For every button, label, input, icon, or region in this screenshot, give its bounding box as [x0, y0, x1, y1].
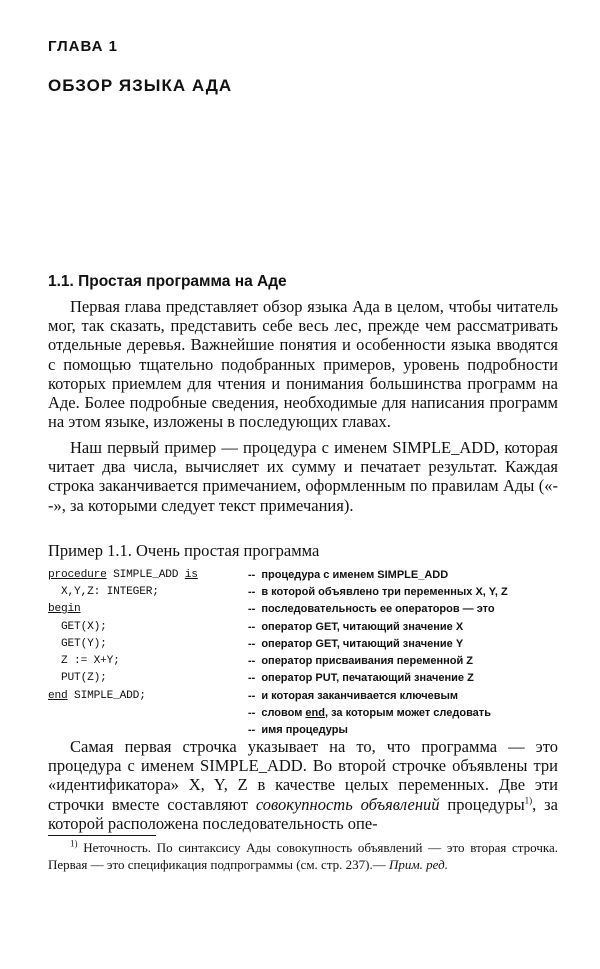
code-text: [48, 603, 248, 615]
code-line: [48, 583, 558, 600]
paragraph-explanation-text: Самая первая строчка указывает на то, что программа — это процедура с именем SIMPLE_ADD. Во второй строчке объявлены три «идентификатора» X, Y, Z в качестве целых переменных. Две эти строчки вместе составляют: [48, 737, 558, 814]
code-fragment: X,Y,Z: INTEGER;: [48, 585, 159, 598]
code-keyword: is: [184, 568, 198, 581]
comment-text: оператор GET, читающий значение X: [261, 620, 464, 633]
code-text: [48, 621, 248, 633]
code-comment: [248, 672, 474, 684]
paragraph-explanation: [48, 737, 558, 833]
comment-text: end: [305, 707, 325, 720]
code-line: [48, 704, 558, 721]
comment-text: процедура с именем SIMPLE_ADD: [261, 568, 449, 581]
code-text: [48, 672, 248, 684]
code-keyword: procedure: [48, 568, 107, 581]
code-fragment: Z := X+Y;: [48, 655, 120, 668]
footnote: [48, 840, 558, 873]
code-comment: [248, 621, 463, 633]
code-fragment: SIMPLE_ADD: [106, 568, 185, 581]
paragraph-explanation-text-2: процедуры: [439, 794, 525, 814]
chapter-label: ГЛАВА 1: [48, 38, 118, 55]
code-text: [48, 586, 248, 598]
code-text: [48, 690, 248, 702]
code-line: [48, 670, 558, 687]
comment-marker: --: [248, 672, 256, 685]
code-comment: [248, 603, 495, 615]
comment-text: в которой объявлено три переменных X, Y, Z: [261, 585, 508, 598]
code-comment: [248, 569, 448, 581]
code-comment: [248, 655, 473, 667]
comment-marker: --: [248, 724, 256, 737]
comment-marker: --: [248, 620, 256, 633]
comment-text: последовательность ее операторов — это: [261, 603, 495, 616]
emphasis-declarations: совокупность объявлений: [255, 794, 440, 814]
comment-marker: --: [248, 655, 256, 668]
code-text: [48, 638, 248, 650]
example-caption: Пример 1.1. Очень простая программа: [48, 541, 320, 560]
code-line: [48, 652, 558, 669]
comment-marker: --: [248, 603, 256, 616]
comment-text: оператор присваивания переменной Z: [261, 655, 473, 668]
comment-marker: --: [248, 585, 256, 598]
comment-text: имя процедуры: [261, 724, 348, 737]
code-line: [48, 566, 558, 583]
code-line: [48, 618, 558, 635]
code-line: [48, 635, 558, 652]
paragraph-first-example: Наш первый пример — процедура с именем SIMPLE_ADD, которая читает два числа, вычисляет их сумму и печатает результат. Каждая строка заканчивается примечанием, оформленным по правилам Ады («--», за которыми следует текст примечания).: [48, 438, 558, 515]
code-comment: [248, 638, 463, 650]
code-comment: [248, 707, 491, 719]
code-comment: [248, 690, 458, 702]
code-text: [48, 655, 248, 667]
comment-marker: --: [248, 689, 256, 702]
code-text: [48, 569, 248, 581]
comment-marker: --: [248, 707, 256, 720]
code-fragment: GET(X);: [48, 620, 107, 633]
paragraph-explanation-text-3: , за которой расположена последовательность опе-: [48, 794, 558, 833]
chapter-title: ОБЗОР ЯЗЫКА АДА: [48, 76, 233, 95]
comment-text: , за которым может следовать: [324, 707, 491, 720]
code-comment: [248, 586, 508, 598]
code-line: [48, 687, 558, 704]
comment-marker: --: [248, 568, 256, 581]
code-line: [48, 601, 558, 618]
code-fragment: SIMPLE_ADD;: [67, 689, 146, 702]
footnote-editor-note: Прим. ред.: [389, 856, 448, 872]
code-fragment: GET(Y);: [48, 637, 107, 650]
code-keyword: end: [48, 689, 68, 702]
comment-marker: --: [248, 637, 256, 650]
footnote-reference: 1): [524, 795, 533, 806]
footnote-marker: 1): [70, 838, 78, 849]
footnote-text: Неточность. По синтаксису Ады совокупность объявлений — это вторая строчка. Первая — это спецификация подпрограммы (см. стр. 237).—: [48, 840, 558, 872]
comment-text: словом: [261, 707, 306, 720]
section-title: 1.1. Простая программа на Аде: [48, 273, 287, 290]
comment-text: и которая заканчивается ключевым: [261, 689, 459, 702]
paragraph-intro: Первая глава представляет обзор языка Ада в целом, чтобы читатель мог, так сказать, представить себе весь лес, прежде чем рассматривать отдельные деревья. Важнейшие понятия и особенности языка вводятся с помощью тщательно подобранных примеров, уровень подробности которых приемлем для чтения и понимания большинства программ на Аде. Более подробные сведения, необходимые для написания программ на этом языке, изложены в последующих главах.: [48, 297, 558, 432]
code-comment: [248, 724, 348, 736]
comment-text: оператор PUT, печатающий значение Z: [261, 672, 474, 685]
comment-text: оператор GET, читающий значение Y: [261, 637, 464, 650]
code-listing: [48, 566, 558, 739]
code-keyword: begin: [48, 603, 81, 616]
footnote-divider: [48, 835, 156, 836]
code-fragment: PUT(Z);: [48, 672, 107, 685]
